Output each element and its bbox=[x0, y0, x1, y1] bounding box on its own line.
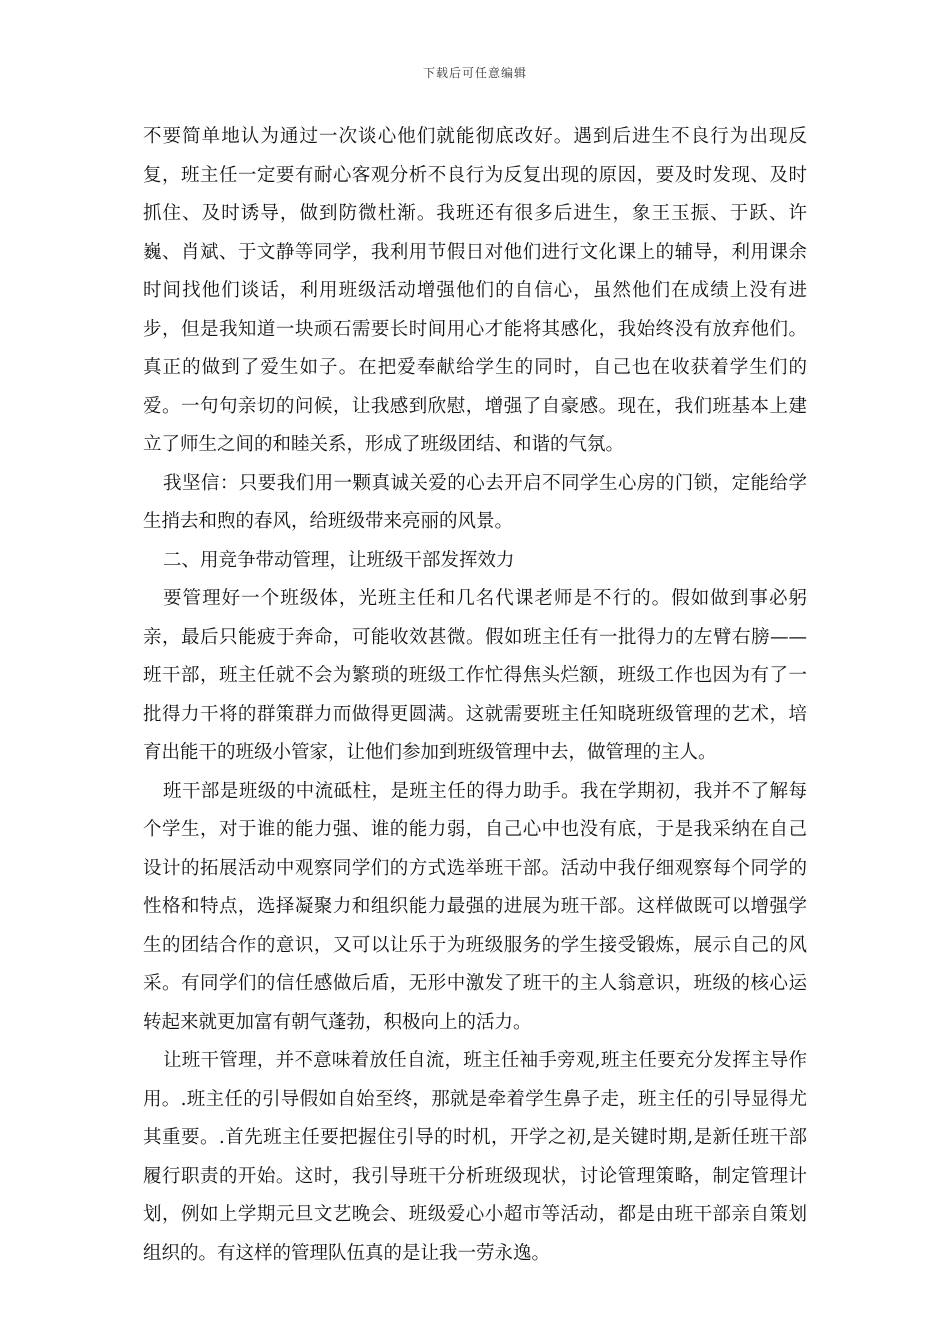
paragraph-belief: 我坚信：只要我们用一颗真诚关爱的心去开启不同学生心房的门锁，定能给学生捎去和煦的春风，给班级带来亮丽的风景。 bbox=[143, 472, 807, 532]
paragraph-backward-students: 不要简单地认为通过一次谈心他们就能彻底改好。遇到后进生不良行为出现反复，班主任一定要有耐心客观分析不良行为反复出现的原因，要及时发现、及时抓住、及时诱导，做到防微杜渐。我班还有很多后进生，象王玉振、于跃、许巍、肖斌、于文静等同学，我利用节假日对他们进行文化课上的辅导，利用课余时间找他们谈话，利用班级活动增强他们的自信心，虽然他们在成绩上没有进步，但是我知道一块顽石需要长时间用心才能将其感化，我始终没有放弃他们。真正的做到了爱生如子。在把爱奉献给学生的同时，自己也在收获着学生们的爱。一句句亲切的问候，让我感到欣慰，增强了自豪感。现在，我们班基本上建立了师生之间的和睦关系，形成了班级团结、和谐的气氛。 bbox=[143, 126, 807, 455]
page-header-note: 下载后可任意编辑 bbox=[422, 66, 527, 80]
paragraph-teacher-guidance: 让班干管理，并不意味着放任自流，班主任袖手旁观,班主任要充分发挥主导作用。.班主任的引导假如自始至终，那就是牵着学生鼻子走，班主任的引导显得尤其重要。.首先班主任要把握住引导的时机，开学之初,是关键时期,是新任班干部履行职责的开始。这时，我引导班干分析班级现状，讨论管理策略，制定管理计划，例如上学期元旦文艺晚会、班级爱心小超市等活动，都是由班干部亲自策划组织的。有这样的管理队伍真的是让我一劳永逸。 bbox=[143, 1050, 807, 1264]
paragraph-class-management: 要管理好一个班级体，光班主任和几名代课老师是不行的。假如做到事必躬亲，最后只能疲于奔命，可能收效甚微。假如班主任有一批得力的左臂右膀——班干部，班主任就不会为繁琐的班级工作忙得焦头烂额，班级工作也因为有了一批得力干将的群策群力而做得更圆满。这就需要班主任知晓班级管理的艺术，培育出能干的班级小管家，让他们参加到班级管理中去，做管理的主人。 bbox=[143, 588, 807, 763]
paragraph-class-cadres: 班干部是班级的中流砥柱，是班主任的得力助手。我在学期初，我并不了解每个学生，对于谁的能力强、谁的能力弱，自己心中也没有底，于是我采纳在自己设计的拓展活动中观察同学们的方式选举班干部。活动中我仔细观察每个同学的性格和特点，选择凝聚力和组织能力最强的进展为班干部。这样做既可以增强学生的团结合作的意识，又可以让乐于为班级服务的学生接受锻炼，展示自己的风采。有同学们的信任感做后盾，无形中激发了班干的主人翁意识，班级的核心运转起来就更加富有朝气蓬勃，积极向上的活力。 bbox=[143, 780, 807, 1033]
document-body bbox=[143, 118, 807, 1273]
section-heading-2: 二、用竞争带动管理，让班级干部发挥效力 bbox=[163, 549, 515, 571]
